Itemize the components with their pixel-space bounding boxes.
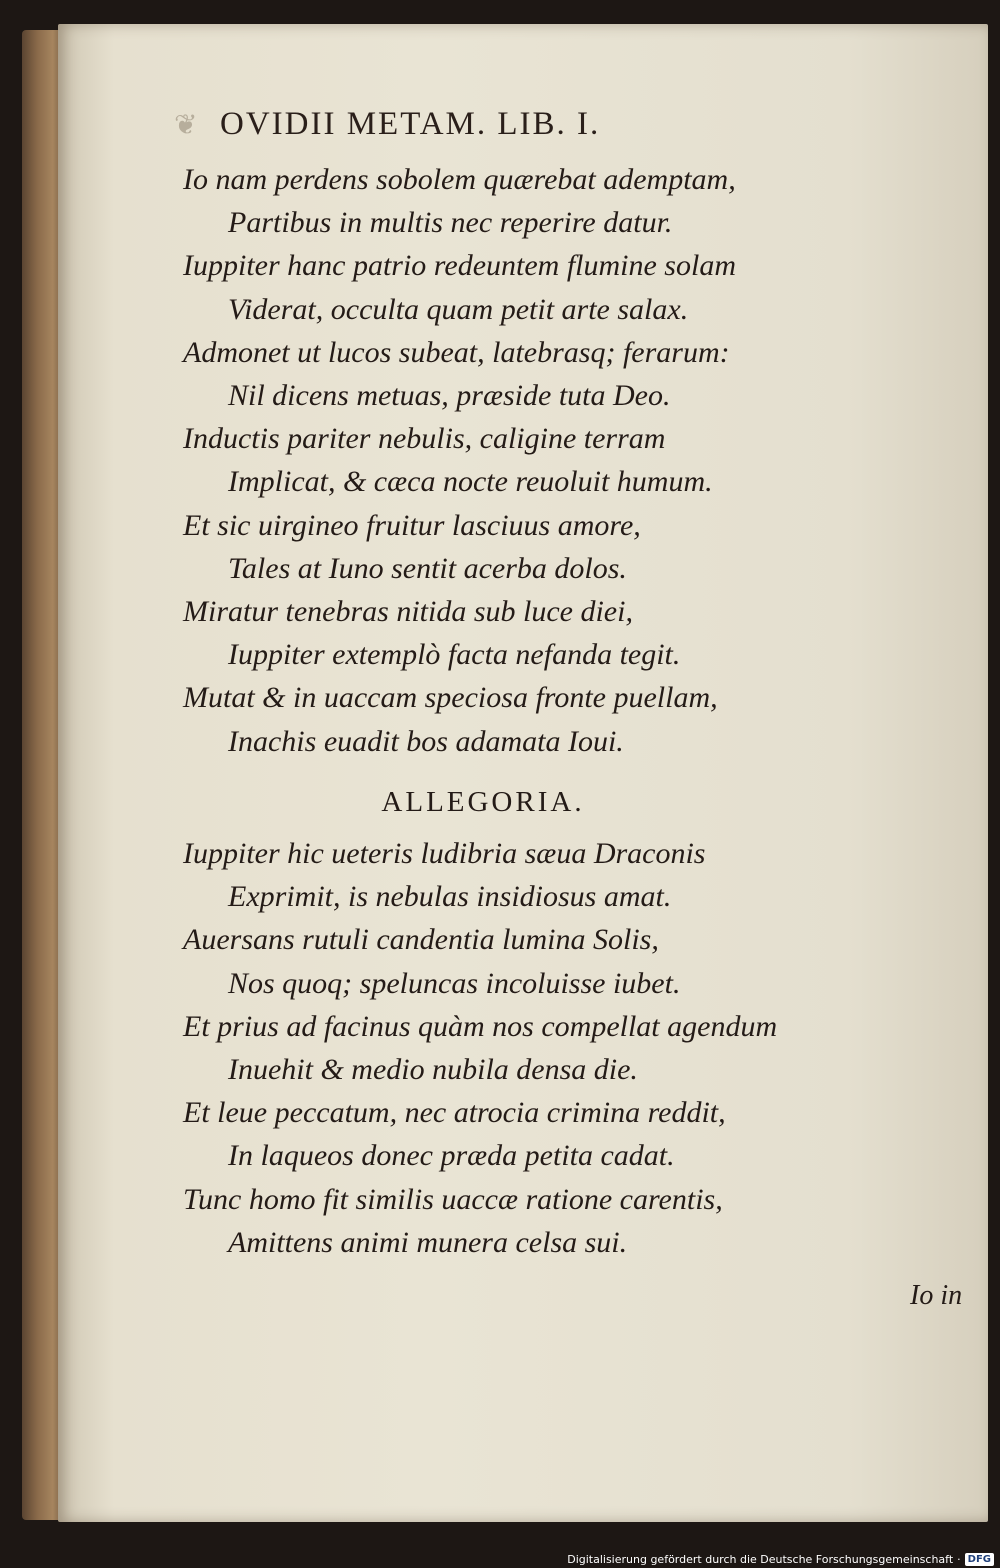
verse-block: [183, 158, 823, 1264]
verses-part1: [183, 158, 823, 763]
verse-line: Mutat & in uaccam speciosa fronte puellam,: [183, 681, 718, 715]
verse-line: Implicat, & cæca nocte reuoluit humum.: [228, 465, 713, 499]
verse-line: Amittens animi munera celsa sui.: [228, 1225, 628, 1259]
verse-line: Admonet ut lucos subeat, latebrasq; ferarum:: [183, 335, 730, 369]
verse-line: Tales at Iuno sentit acerba dolos.: [228, 551, 627, 585]
verse-line: Et leue peccatum, nec atrocia crimina reddit,: [183, 1096, 726, 1130]
section-title: ALLEGORIA.: [381, 785, 585, 818]
verse-line: Auersans rutuli candentia lumina Solis,: [183, 923, 659, 957]
verse-line: Partibus in multis nec reperire datur.: [228, 206, 673, 240]
verse-line: Tunc homo fit similis uaccæ ratione carentis,: [183, 1182, 723, 1216]
verse-line: Iuppiter extemplò facta nefanda tegit.: [228, 638, 681, 672]
verses-part2: [183, 832, 823, 1264]
verse-line: Et sic uirgineo fruitur lasciuus amore,: [183, 508, 641, 542]
verse-line: Inuehit & medio nubila densa die.: [228, 1053, 638, 1087]
verse-line: Et prius ad facinus quàm nos compellat agendum: [183, 1009, 778, 1043]
verse-line: Viderat, occulta quam petit arte salax.: [228, 292, 689, 326]
verse-line: Nos quoq; speluncas incoluisse iubet.: [228, 966, 681, 1000]
verse-line: Inachis euadit bos adamata Ioui.: [228, 724, 624, 758]
verse-line: Iuppiter hanc patrio redeuntem flumine solam: [183, 249, 736, 283]
verse-line: Exprimit, is nebulas insidiosus amat.: [228, 880, 672, 914]
verse-line: Nil dicens metuas, præside tuta Deo.: [228, 379, 671, 413]
verse-line: Inductis pariter nebulis, caligine terram: [183, 422, 666, 456]
verse-line: Miratur tenebras nitida sub luce diei,: [183, 595, 633, 629]
ornament-icon: ❦: [174, 110, 200, 141]
running-header: [174, 106, 820, 143]
catchword: Io in: [910, 1280, 963, 1311]
running-header-text: OVIDII METAM. LIB. I.: [220, 106, 601, 142]
verse-line: Io nam perdens sobolem quærebat ademptam,: [183, 163, 736, 196]
verse-line: In laqueos donec præda petita cadat.: [228, 1139, 675, 1173]
verse-line: Iuppiter hic ueteris ludibria sæua Draconis: [183, 837, 706, 871]
footer-bar: Digitalisierung gefördert durch die Deutsche Forschungsgemeinschaft · DFG: [567, 1553, 994, 1566]
footer-text: Digitalisierung gefördert durch die Deutsche Forschungsgemeinschaft: [567, 1553, 954, 1566]
dfg-logo-icon: DFG: [965, 1553, 994, 1566]
